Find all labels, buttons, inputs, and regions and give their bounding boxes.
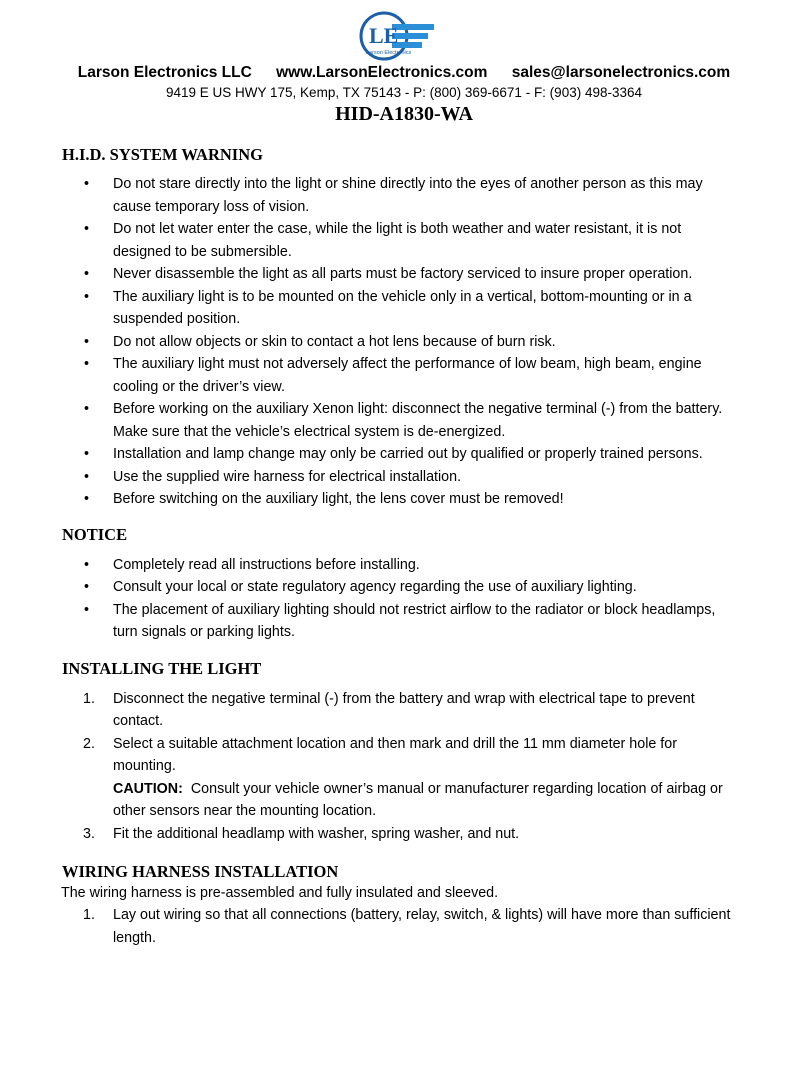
- logo-letters: LE: [369, 23, 399, 48]
- logo-caption: Larson Electronics: [366, 50, 412, 56]
- list-item-text: Disconnect the negative terminal (-) from the battery and wrap with electrical tape to prevent contact.: [113, 690, 695, 729]
- list-item: [62, 554, 742, 577]
- bullet-marker: •: [84, 221, 90, 237]
- list-item-text: Never disassemble the light as all parts must be factory serviced to insure proper operation.: [113, 266, 693, 282]
- list-item: [62, 218, 742, 263]
- warning-list: [62, 173, 742, 511]
- bullet-marker: •: [84, 288, 90, 305]
- larson-electronics-logo: [356, 10, 438, 62]
- caution-label: CAUTION:: [113, 780, 183, 797]
- list-item: [62, 688, 742, 733]
- list-item-text: Installation and lamp change may only be carried out by qualified or properly trained persons.: [113, 446, 703, 462]
- list-item-text: Do not stare directly into the light or shine directly into the eyes of another person as this may cause temporary loss of vision.: [113, 176, 703, 215]
- bullet-marker: •: [84, 491, 90, 507]
- section-title-warning: H.I.D. SYSTEM WARNING: [62, 145, 263, 164]
- section-title-notice: NOTICE: [62, 524, 128, 544]
- bullet-marker: •: [84, 176, 90, 192]
- company-contact-line: [0, 64, 808, 82]
- bullet-marker: •: [84, 333, 90, 350]
- list-item-text: Do not let water enter the case, while the light is both weather and water resistant, it is not designed to be submersible.: [113, 221, 682, 260]
- list-item-text: Select a suitable attachment location and then mark and drill the 11 mm diameter hole for mounting.: [113, 735, 677, 774]
- list-item-text: Do not allow objects or skin to contact a hot lens because of burn risk.: [113, 333, 556, 350]
- bullet-marker: •: [84, 266, 90, 282]
- company-email-link[interactable]: sales@larsonelectronics.com: [511, 64, 731, 81]
- list-item-text: The auxiliary light must not adversely affect the performance of low beam, high beam, engine cooling or the driver’s view.: [113, 356, 702, 395]
- notice-list: [62, 554, 742, 644]
- bullet-marker: •: [84, 401, 90, 417]
- list-item-text: Lay out wiring so that all connections (battery, relay, switch, & lights) will have more than sufficient length.: [113, 907, 731, 946]
- list-item-text: Fit the additional headlamp with washer, spring washer, and nut.: [113, 825, 520, 842]
- section-title-installing: INSTALLING THE LIGHT: [62, 658, 262, 678]
- installing-steps: [62, 688, 742, 846]
- caution-note: [113, 778, 742, 823]
- list-item: [62, 823, 742, 846]
- company-name: Larson Electronics LLC: [77, 64, 252, 81]
- list-item-text: Use the supplied wire harness for electrical installation.: [113, 468, 462, 485]
- bullet-marker: •: [84, 356, 90, 372]
- list-item: [62, 733, 742, 823]
- bullet-marker: •: [84, 601, 90, 618]
- caution-text: Consult your vehicle owner’s manual or manufacturer regarding location of airbag or other sensors near the mounting location.: [113, 780, 723, 819]
- list-item: [62, 443, 742, 466]
- wiring-intro: The wiring harness is pre-assembled and fully insulated and sleeved.: [61, 885, 499, 901]
- step-number: 2.: [83, 735, 95, 752]
- list-item: [62, 398, 742, 443]
- bullet-marker: •: [84, 579, 90, 595]
- company-website-link[interactable]: www.LarsonElectronics.com: [276, 64, 488, 81]
- step-number: 3.: [83, 825, 95, 842]
- document-title: HID-A1830-WA: [335, 103, 473, 125]
- list-item: [62, 599, 742, 644]
- list-item: [62, 576, 742, 599]
- list-item: [62, 488, 742, 511]
- section-title-wiring: WIRING HARNESS INSTALLATION: [62, 862, 339, 881]
- step-number: 1.: [83, 907, 95, 923]
- list-item: [62, 353, 742, 398]
- bullet-marker: •: [84, 468, 90, 485]
- company-address: 9419 E US HWY 175, Kemp, TX 75143 - P: (800) 369-6671 - F: (903) 498-3364: [165, 85, 643, 100]
- list-item-text: Consult your local or state regulatory agency regarding the use of auxiliary lighting.: [113, 579, 637, 595]
- step-number: 1.: [83, 690, 95, 707]
- list-item: [62, 263, 742, 286]
- list-item-text: The placement of auxiliary lighting should not restrict airflow to the radiator or block headlamps, turn signals or parking lights.: [113, 601, 716, 640]
- list-item: [62, 331, 742, 354]
- list-item-text: Before working on the auxiliary Xenon light: disconnect the negative terminal (-) from the battery. Make sure that the vehicle’s electrical system is de-energized.: [113, 401, 723, 440]
- list-item: [62, 466, 742, 489]
- list-item-text: Before switching on the auxiliary light, the lens cover must be removed!: [113, 491, 564, 507]
- list-item-text: The auxiliary light is to be mounted on the vehicle only in a vertical, bottom-mounting or in a suspended position.: [113, 288, 692, 327]
- list-item: [62, 173, 742, 218]
- wiring-steps: [62, 904, 742, 949]
- list-item-text: Completely read all instructions before installing.: [113, 556, 420, 573]
- document-body: [62, 145, 742, 949]
- bullet-marker: •: [84, 556, 90, 573]
- bullet-marker: •: [84, 446, 90, 462]
- list-item: [62, 286, 742, 331]
- list-item: [62, 904, 742, 949]
